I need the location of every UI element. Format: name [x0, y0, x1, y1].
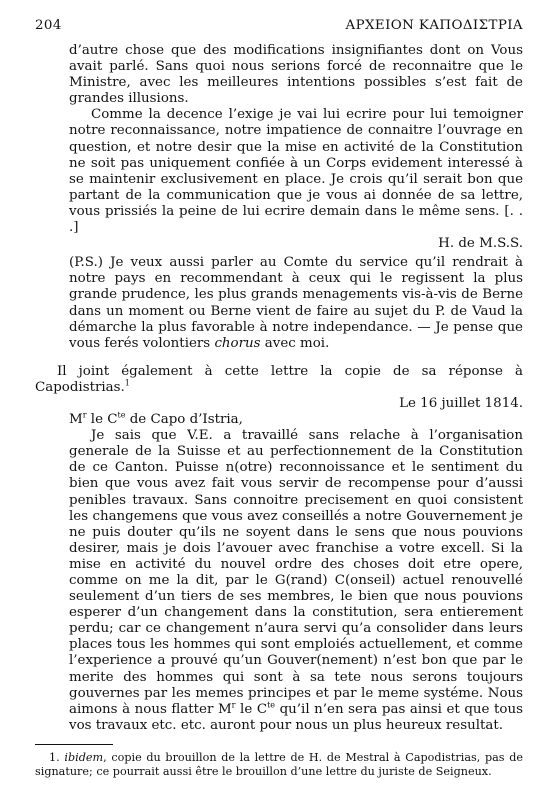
footnote-rule	[35, 744, 113, 745]
body-text: le C	[235, 701, 268, 717]
superscript: r	[231, 700, 236, 710]
signature: H. de M.S.S.	[438, 236, 523, 252]
quoted-letter	[35, 43, 523, 352]
body-text: qu’il n’en sera pas ainsi et que tous vos travaux etc. etc. auront pour nous un plus heureux resultat.	[69, 701, 523, 733]
footnote-number: 1.	[49, 750, 60, 764]
postscript-text: (P.S.) Je veux aussi parler au Comte du service qu’il rendrait à notre pays en recommendant à ceux qui le regissent la plus grande prudence, les plus grands menagements vis-à-vis de Berne dans un moment ou Berne vient de faire au sujet du P. de Vaud la démarche la plus favorable à notre independance. — Je pense que vous ferés volontiers	[69, 255, 523, 351]
postscript	[69, 255, 523, 352]
salutation-text: le C	[86, 412, 118, 428]
running-title: ΑΡΧΕΙΟΝ ΚΑΠΟΔΙΣΤΡΙΑ	[345, 18, 523, 33]
salutation-text: de Capo d’Istria,	[125, 412, 243, 428]
footnote-mark: 1	[124, 378, 130, 388]
footnote	[35, 751, 523, 780]
postscript-text: avec moi.	[264, 335, 330, 351]
letter-body	[69, 428, 523, 734]
paragraph: d’autre chose que des modifications insignifiantes dont on Vous avait parlé. Sans quoi nous serions forcé de reconnaitre que le Ministre, avec les meilleures intentions possibles s’est fait de grandes illusions.	[69, 43, 523, 107]
narration-text: Il joint également à cette lettre la copie de sa réponse à Capodistrias.	[35, 363, 523, 395]
running-header	[35, 18, 523, 33]
postscript-italic: chorus	[214, 335, 261, 351]
salutation	[69, 412, 523, 428]
footnote-text: , copie du brouillon de la lettre de H. de Mestral à Capodistrias, pas de signature; ce pourrait aussi être le brouillon d’une lettre du juriste de Seigneux.	[35, 750, 523, 779]
reply-letter	[35, 412, 523, 734]
footnote-italic: ibidem	[64, 750, 104, 764]
paragraph: Comme la decence l’exige je vai lui ecrire pour lui temoigner notre reconnaissance, notre impatience de connaitre l’ouvrage en question, et notre desir que la mise en activité de la Constitution ne soit pas uniquement confiée à un Corps evidement interessé à se maintenir exclusivement en place. Je crois qu’il serait bon que partant de la communication que je vous ai donnée de sa lettre, vous prissiés la peine de lui ecrire demain dans le même sens. [. . .]	[69, 107, 523, 236]
document-page	[35, 18, 523, 780]
salutation-text: M	[69, 412, 83, 428]
superscript: te	[267, 700, 276, 710]
letter-date: Le 16 juillet 1814.	[399, 395, 523, 411]
superscript: r	[82, 410, 87, 420]
page-number: 204	[35, 18, 62, 33]
superscript: te	[117, 410, 126, 420]
narration-paragraph	[35, 364, 523, 396]
body-text: Je sais que V.E. a travaillé sans relache à l’organisation generale de la Suisse et au perfectionnement de la Constitution de ce Canton. Puisse n(otre) reconnoissance et le sentiment du bien que vous avez fait vous servir de recompense pour d’aussi penibles travaux. Sans connoitre precisement en quoi consistent les changemens que vous avez conseillés a notre Gouvernement je ne puis douter qu’ils ne soyent dans le sens que nous pouvions desirer, mais je dois l’avouer avec franchise a votre excell. Si la mise en activité du nouvel ordre des choses doit etre opere, comme on me la dit, par le G(rand) C(onseil) actuel renouvellé seulement d’un tiers de ses membres, le bien que nous pouvions esperer d’un changement dans la constitution, sera entierement perdu; car ce changement n’aura servi qu’a consolider dans leurs places tous les hommes qui sont emploiés actuellement, et comme l’experience a prouvé qu’un Gouver(nement) n’est bon que par le merite des hommes qui sont à sa tete nous serons toujours gouvernes par les memes principes et par le meme systéme. Nous aimons à nous flatter M	[69, 428, 523, 717]
